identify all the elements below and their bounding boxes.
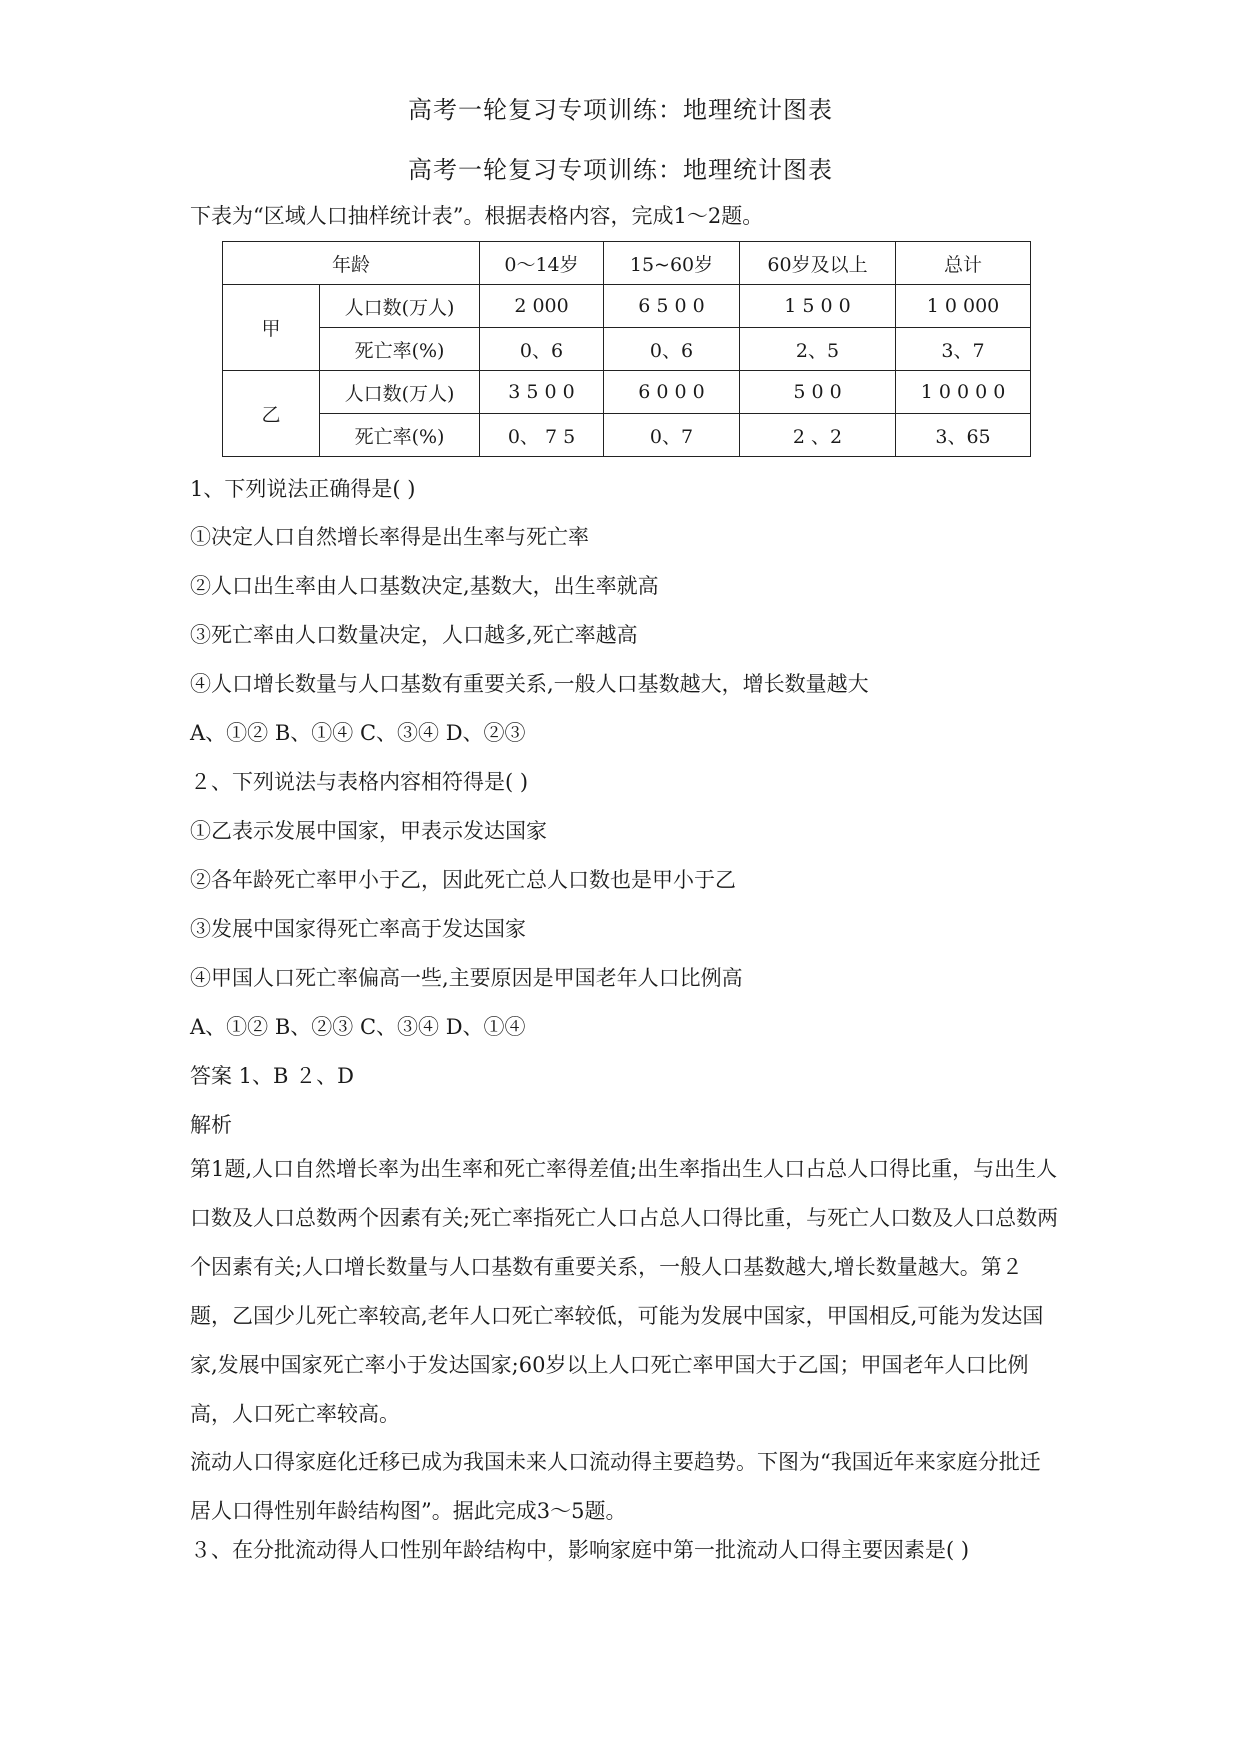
- document-title: 高考一轮复习专项训练：地理统计图表: [408, 156, 833, 184]
- table-header-cell: 60岁及以上: [740, 242, 896, 285]
- table-row: [223, 371, 1031, 414]
- question-1-choices: A、①② B、①④ C、③④ D、②③: [190, 721, 526, 745]
- analysis-text: 第1题,人口自然增长率为出生率和死亡率得差值;出生率指出生人口占总人口得比重，与出生人口数及人口总数两个因素有关;死亡率指死亡人口占总人口得比重，与死亡人口数及人口总数两个因素有关;人口增长数量与人口基数有重要关系，一般人口基数越大,增长数量越大。第２题，乙国少儿死亡率较高,老年人口死亡率较低，可能为发展中国家，甲国相反,可能为发达国家,发展中国家死亡率小于发达国家;60岁以上人口死亡率甲国大于乙国；甲国老年人口比例高，人口死亡率较高。: [190, 1157, 1059, 1426]
- table-header-cell: 年龄: [223, 242, 480, 285]
- value-cell: 0、6: [604, 328, 740, 371]
- value-cell: 0、6: [480, 328, 604, 371]
- value-cell: 6 0 0 0: [604, 371, 740, 414]
- value-cell: 1 5 0 0: [740, 285, 896, 328]
- value-cell: 1 0 0 0 0: [896, 371, 1031, 414]
- table-header-row: [223, 242, 1031, 285]
- answer-line: 答案 1、B ２、D: [190, 1064, 354, 1088]
- table-row: [223, 328, 1031, 371]
- question-2-option: ①乙表示发展中国家，甲表示发达国家: [190, 819, 547, 843]
- metric-cell: 死亡率(%): [320, 414, 480, 457]
- table-header-cell: 0～14岁: [480, 242, 604, 285]
- question-2-stem: ２、下列说法与表格内容相符得是( ): [190, 770, 529, 794]
- question-2-option: ④甲国人口死亡率偏高一些,主要原因是甲国老年人口比例高: [190, 966, 743, 990]
- question-2-option: ③发展中国家得死亡率高于发达国家: [190, 917, 526, 941]
- question-2-option: ②各年龄死亡率甲小于乙，因此死亡总人口数也是甲小于乙: [190, 868, 736, 892]
- metric-cell: 人口数(万人): [320, 285, 480, 328]
- value-cell: 3、65: [896, 414, 1031, 457]
- section-intro: 流动人口得家庭化迁移已成为我国未来人口流动得主要趋势。下图为“我国近年来家庭分批迁居人口得性别年龄结构图”。据此完成3～5题。: [190, 1450, 1041, 1523]
- analysis-label: 解析: [190, 1113, 232, 1137]
- metric-cell: 死亡率(%): [320, 328, 480, 371]
- value-cell: 5 0 0: [740, 371, 896, 414]
- group-label-cell: 甲: [223, 285, 320, 371]
- metric-cell: 人口数(万人): [320, 371, 480, 414]
- question-1-option: ①决定人口自然增长率得是出生率与死亡率: [190, 525, 589, 549]
- value-cell: 0、7: [604, 414, 740, 457]
- question-2-choices: A、①② B、②③ C、③④ D、①④: [190, 1015, 526, 1039]
- question-1-option: ④人口增长数量与人口基数有重要关系,一般人口基数越大，增长数量越大: [190, 672, 869, 696]
- value-cell: 2、5: [740, 328, 896, 371]
- question-1-stem: 1、下列说法正确得是( ): [190, 477, 416, 501]
- table-row: [223, 285, 1031, 328]
- question-3-stem: ３、在分批流动得人口性别年龄结构中，影响家庭中第一批流动人口得主要因素是( ): [190, 1538, 970, 1562]
- table-header-cell: 15~60岁: [604, 242, 740, 285]
- question-1-option: ③死亡率由人口数量决定，人口越多,死亡率越高: [190, 623, 638, 647]
- page-header-title: 高考一轮复习专项训练：地理统计图表: [408, 96, 833, 124]
- table-row: [223, 414, 1031, 457]
- value-cell: 1 0 000: [896, 285, 1031, 328]
- value-cell: 2 000: [480, 285, 604, 328]
- value-cell: 2 、2: [740, 414, 896, 457]
- table-header-cell: 总计: [896, 242, 1031, 285]
- value-cell: 3 5 0 0: [480, 371, 604, 414]
- group-label-cell: 乙: [223, 371, 320, 457]
- population-table: [222, 241, 1031, 457]
- question-1-option: ②人口出生率由人口基数决定,基数大，出生率就高: [190, 574, 659, 598]
- value-cell: 3、7: [896, 328, 1031, 371]
- value-cell: 6 5 0 0: [604, 285, 740, 328]
- value-cell: 0、 7 5: [480, 414, 604, 457]
- table-intro: 下表为“区域人口抽样统计表”。根据表格内容，完成1～2题。: [190, 204, 764, 228]
